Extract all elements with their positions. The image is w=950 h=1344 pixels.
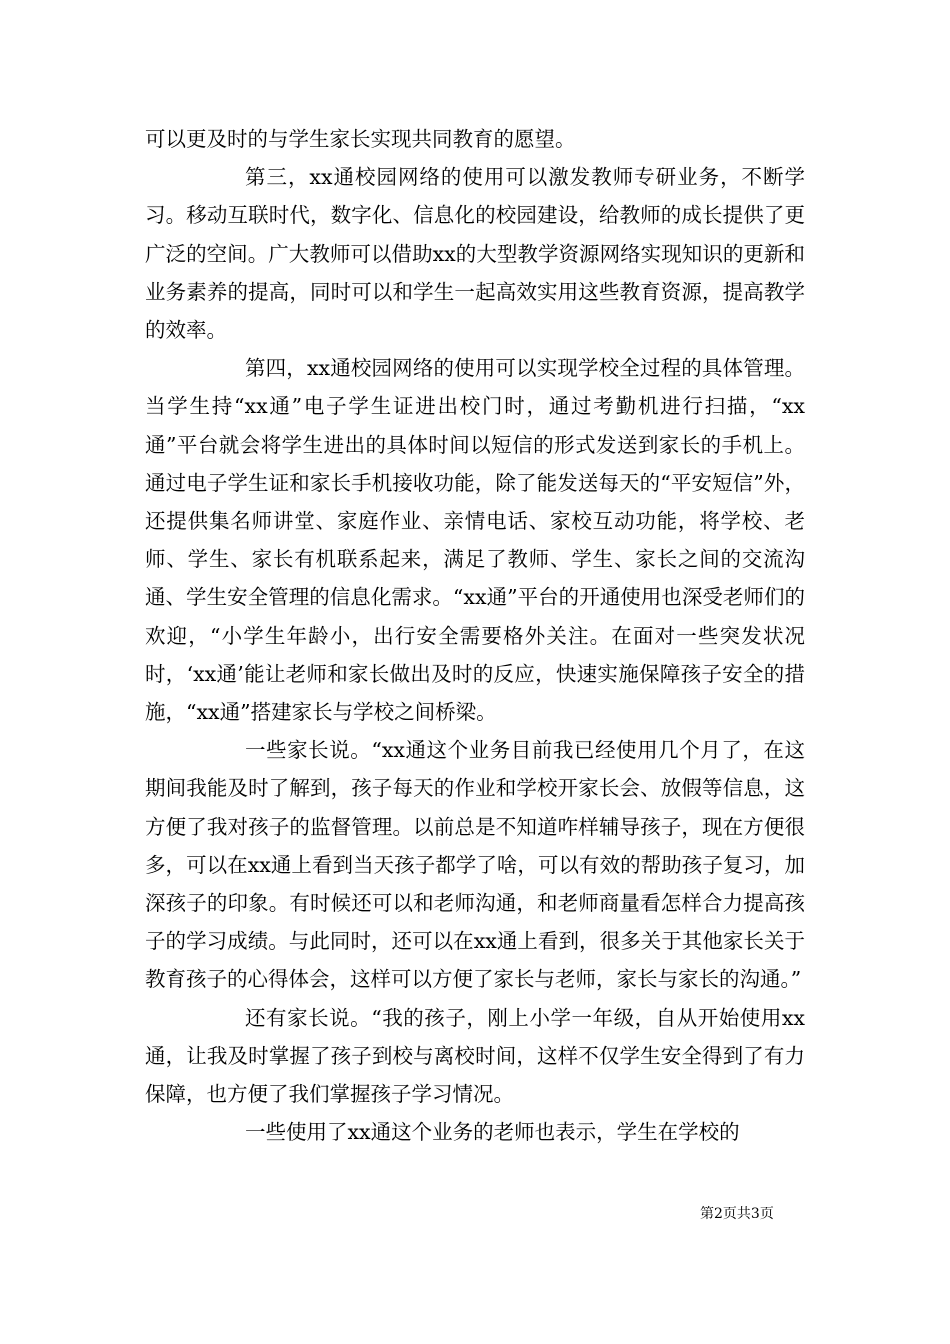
page-number-footer: 第2页共3页 [700, 1206, 774, 1222]
paragraph-continuation: 可以更及时的与学生家长实现共同教育的愿望。 [145, 127, 576, 151]
paragraph-fourth-point: 第四，xx通校园网络的使用可以实现学校全过程的具体管理。当学生持“xx通”电子学生证进出校门时，通过考勤机进行扫描，“xx通”平台就会将学生进出的具体时间以短信的形式发送到家长的手机上。通过电子学生证和家长手机接收功能，除了能发送每天的“平安短信”外，还提供集名师讲堂、家庭作业、亲情电话、家校互动功能，将学校、老师、学生、家长有机联系起来，满足了教师、学生、家长之间的交流沟通、学生安全管理的信息化需求。“xx通”平台的开通使用也深受老师们的欢迎，“小学生年龄小，出行安全需要格外关注。在面对一些突发状况时，‘xx通’能让老师和家长做出及时的反应，快速实施保障孩子安全的措施，“xx通”搭建家长与学校之间桥梁。 [145, 356, 805, 725]
document-body [145, 120, 805, 1151]
paragraph-teacher-statement: 一些使用了xx通这个业务的老师也表示，学生在学校的 [245, 1120, 740, 1145]
paragraph-parent-quote-2: 还有家长说。“我的孩子，刚上小学一年级，自从开始使用xx通，让我及时掌握了孩子到校与离校时间，这样不仅学生安全得到了有力保障，也方便了我们掌握孩子学习情况。 [145, 1005, 805, 1107]
paragraph-parent-quote-1: 一些家长说。“xx通这个业务目前我已经使用几个月了，在这期间我能及时了解到，孩子每天的作业和学校开家长会、放假等信息，这方便了我对孩子的监督管理。以前总是不知道咋样辅导孩子，现在方便很多，可以在xx通上看到当天孩子都学了啥，可以有效的帮助孩子复习，加深孩子的印象。有时候还可以和老师沟通，和老师商量看怎样合力提高孩子的学习成绩。与此同时，还可以在xx通上看到，很多关于其他家长关于教育孩子的心得体会，这样可以方便了家长与老师，家长与家长的沟通。” [145, 738, 805, 992]
paragraph-third-point: 第三，xx通校园网络的使用可以激发教师专研业务，不断学习。移动互联时代，数字化、信息化的校园建设，给教师的成长提供了更广泛的空间。广大教师可以借助xx的大型教学资源网络实现知识的更新和业务素养的提高，同时可以和学生一起高效实用这些教育资源，提高教学的效率。 [145, 165, 805, 343]
